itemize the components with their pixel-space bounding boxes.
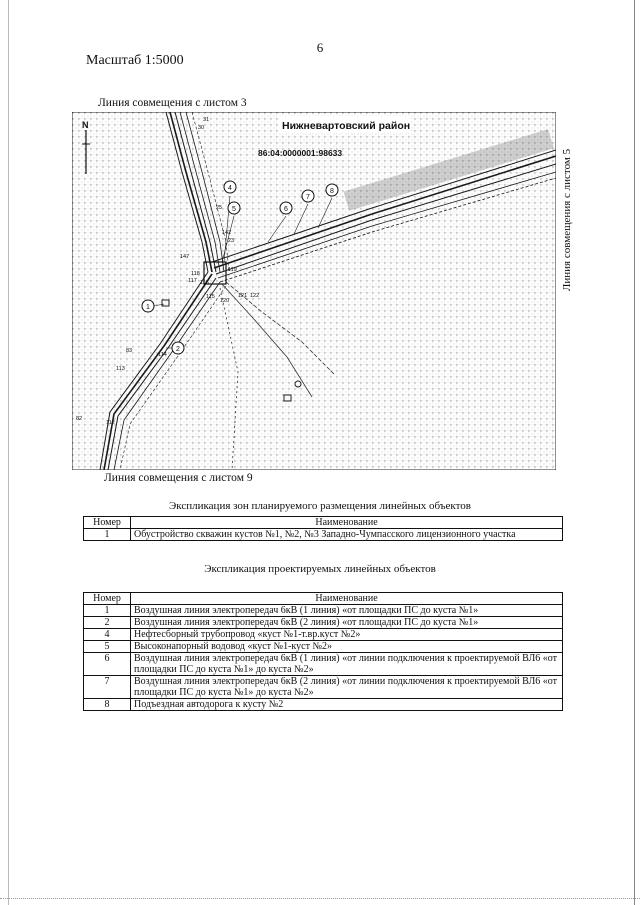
row-number: 2 (84, 617, 131, 629)
point-label: 142 (222, 230, 232, 236)
row-name: Воздушная линия электропередач 6кВ (1 линия) «от площадки ПС до куста №1» (131, 605, 563, 617)
table-row (84, 617, 563, 629)
table-row (84, 529, 563, 541)
table-row (84, 605, 563, 617)
callout-label: 2 (176, 346, 180, 353)
scan-edge-left (8, 0, 9, 905)
column-header-number: Номер (84, 517, 131, 529)
objects-table-caption: Экспликация проектируемых линейных объектов (204, 563, 436, 575)
column-header-number: Номер (84, 593, 131, 605)
row-number: 1 (84, 605, 131, 617)
callout-label: 5 (232, 206, 236, 213)
row-number: 5 (84, 641, 131, 653)
map-drawing (72, 112, 556, 470)
point-label: 119 (228, 267, 237, 273)
scan-edge-right (634, 0, 635, 905)
table-row (84, 676, 563, 699)
callout-label: 7 (306, 194, 310, 201)
point-label: 118 (191, 271, 200, 277)
row-name: Воздушная линия электропередач 6кВ (1 линия) «от линии подключения к проектируемой ВЛ6 «от площадки ПС до куста №1» до куста №2» (131, 653, 563, 676)
row-name: Нефтесборный трубопровод «куст №1-т.вр.куст №2» (131, 629, 563, 641)
zones-table-caption: Экспликация зон планируемого размещения линейных объектов (169, 500, 471, 512)
point-label: 122 (250, 293, 260, 299)
callout-label: 4 (228, 185, 232, 192)
point-label: 120 (220, 298, 230, 304)
match-line-top-label: Линия совмещения с листом 3 (98, 97, 247, 109)
table-row (84, 653, 563, 676)
zones-table (83, 516, 563, 541)
point-label: 117 (188, 278, 197, 284)
district-label: Нижневартовский район (282, 120, 411, 132)
row-number: 7 (84, 676, 131, 699)
match-line-bottom-label: Линия совмещения с листом 9 (104, 472, 253, 484)
page-number: 6 (316, 40, 324, 55)
point-label: 82 (76, 416, 83, 422)
point-label: 25 (216, 205, 223, 211)
point-label: 112 (106, 420, 115, 426)
point-label: 31 (203, 117, 210, 123)
row-name: Воздушная линия электропередач 6кВ (2 линия) «от площадки ПС до куста №1» (131, 617, 563, 629)
objects-table (83, 592, 563, 711)
row-name: Подъездная автодорога к кусту №2 (131, 699, 563, 711)
point-label: 23 (228, 238, 235, 244)
row-name: Обустройство скважин кустов №1, №2, №3 Западно-Чумпасского лицензионного участка (131, 529, 563, 541)
scale-label: Масштаб 1:5000 (86, 53, 184, 68)
cadastral-label: 86:04:0000001:98633 (258, 148, 343, 158)
table-row (84, 629, 563, 641)
row-name: Высоконапорный водовод «куст №1-куст №2» (131, 641, 563, 653)
row-number: 8 (84, 699, 131, 711)
callout-label: 1 (146, 304, 150, 311)
match-line-right-text: Линия совмещения с листом 5 (561, 148, 573, 292)
callout-label: 6 (284, 206, 288, 213)
north-letter: N (82, 120, 89, 130)
row-name: Воздушная линия электропередач 6кВ (2 линия) «от линии подключения к проектируемой ВЛ6 «от площадки ПС до куста №1» до куста №2» (131, 676, 563, 699)
table-header-row (84, 593, 563, 605)
point-label: 114 (158, 352, 167, 358)
table-header-row (84, 517, 563, 529)
point-label: 113 (116, 366, 125, 372)
column-header-name: Наименование (131, 517, 563, 529)
point-label: 147 (180, 254, 190, 260)
row-number: 1 (84, 529, 131, 541)
callout-label: 8 (330, 188, 334, 195)
match-line-right-label (556, 140, 578, 300)
row-number: 6 (84, 653, 131, 676)
scan-edge-bottom (0, 898, 640, 900)
point-label: 121 (238, 293, 248, 299)
row-number: 4 (84, 629, 131, 641)
point-label: 83 (126, 348, 133, 354)
point-label: 115 (206, 294, 215, 300)
table-row (84, 641, 563, 653)
point-label: 30 (198, 125, 205, 131)
column-header-name: Наименование (131, 593, 563, 605)
point-label: 116 (200, 280, 209, 286)
table-row (84, 699, 563, 711)
